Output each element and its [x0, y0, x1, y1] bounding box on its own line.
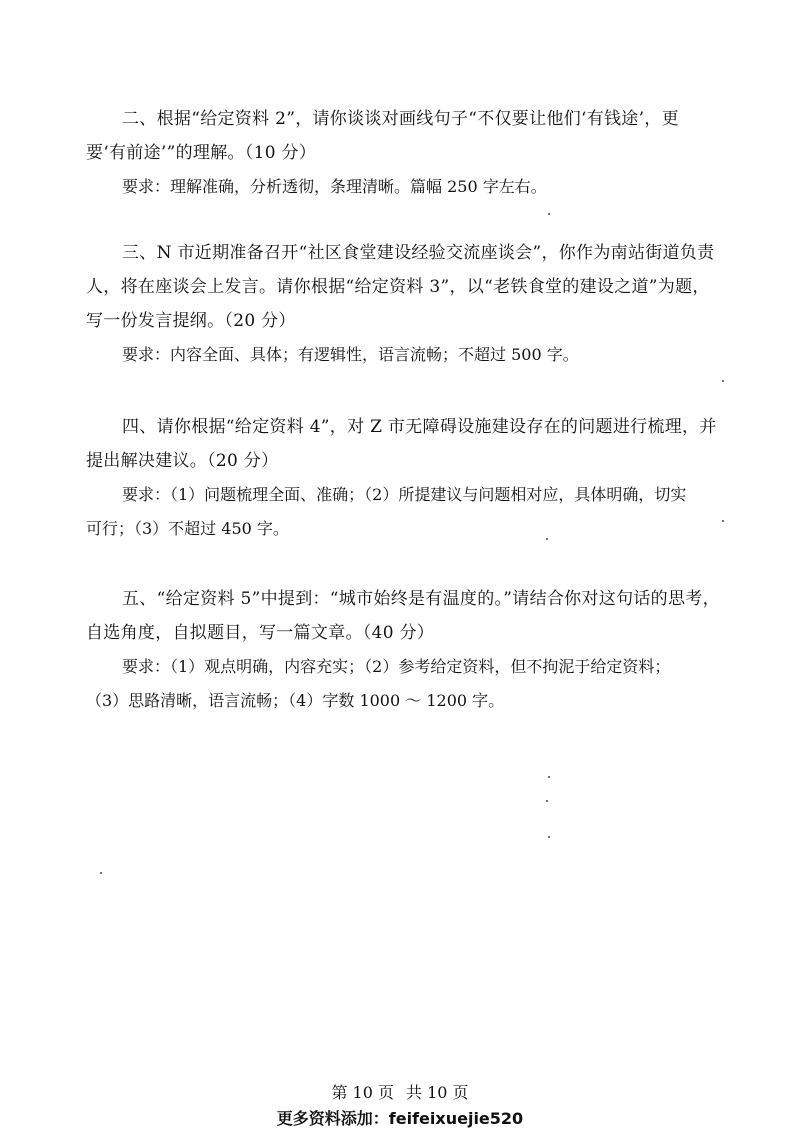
question-4 [86, 410, 726, 546]
scan-speck [548, 836, 550, 838]
question-text-line: 四、请你根据“给定资料 4”，对 Z 市无障碍设施建设存在的问题进行梳理，并 [122, 417, 717, 437]
page-number [0, 1082, 800, 1104]
question-text-line: 要‘有前途’”的理解。（10 分） [86, 143, 317, 163]
more-info-note: 更多资料添加：feifeixuejie520 [276, 1109, 524, 1128]
question-text-line: 写一份发言提纲。（20 分） [86, 311, 296, 331]
requirement-line: 可行；（3）不超过 450 字。 [86, 519, 289, 538]
scan-speck [548, 776, 550, 778]
scan-speck [722, 520, 724, 522]
scan-speck [548, 213, 550, 215]
requirement-line: 要求：内容全面、具体；有逻辑性，语言流畅；不超过 500 字。 [122, 345, 579, 364]
scan-speck [546, 800, 548, 802]
scan-speck [546, 538, 548, 540]
question-text-line: 二、根据“给定资料 2”，请你谈谈对画线句子“不仅要让他们‘有钱途’，更 [122, 109, 679, 129]
question-text-line: 提出解决建议。（20 分） [86, 451, 279, 471]
question-text-line: 五、“给定资料 5”中提到：“城市始终是有温度的。”请结合你对这句话的思考， [122, 589, 720, 609]
question-2 [86, 102, 726, 204]
page-total: 共 10 页 [406, 1083, 469, 1102]
requirement-line: 要求：（1）观点明确，内容充实；（2）参考给定资料，但不拘泥于给定资料； [122, 657, 671, 676]
requirement-line: 要求：理解准确，分析透彻，条理清晰。篇幅 250 字左右。 [122, 177, 547, 196]
question-5 [86, 582, 726, 718]
question-text-line: 人，将在座谈会上发言。请你根据“给定资料 3”，以“老铁食堂的建设之道”为题， [86, 277, 710, 297]
question-3 [86, 236, 726, 372]
question-text-line: 自选角度，自拟题目，写一篇文章。（40 分） [86, 623, 435, 643]
page-current: 第 10 页 [331, 1083, 394, 1102]
question-text-line: 三、N 市近期准备召开“社区食堂建设经验交流座谈会”，你作为南站街道负责 [122, 243, 715, 263]
requirement-line: 要求：（1）问题梳理全面、准确；（2）所提建议与问题相对应，具体明确，切实 [122, 485, 687, 504]
scan-speck [100, 872, 102, 874]
scan-speck [722, 380, 724, 382]
requirement-line: （3）思路清晰，语言流畅；（4）字数 1000 ～ 1200 字。 [86, 691, 505, 710]
